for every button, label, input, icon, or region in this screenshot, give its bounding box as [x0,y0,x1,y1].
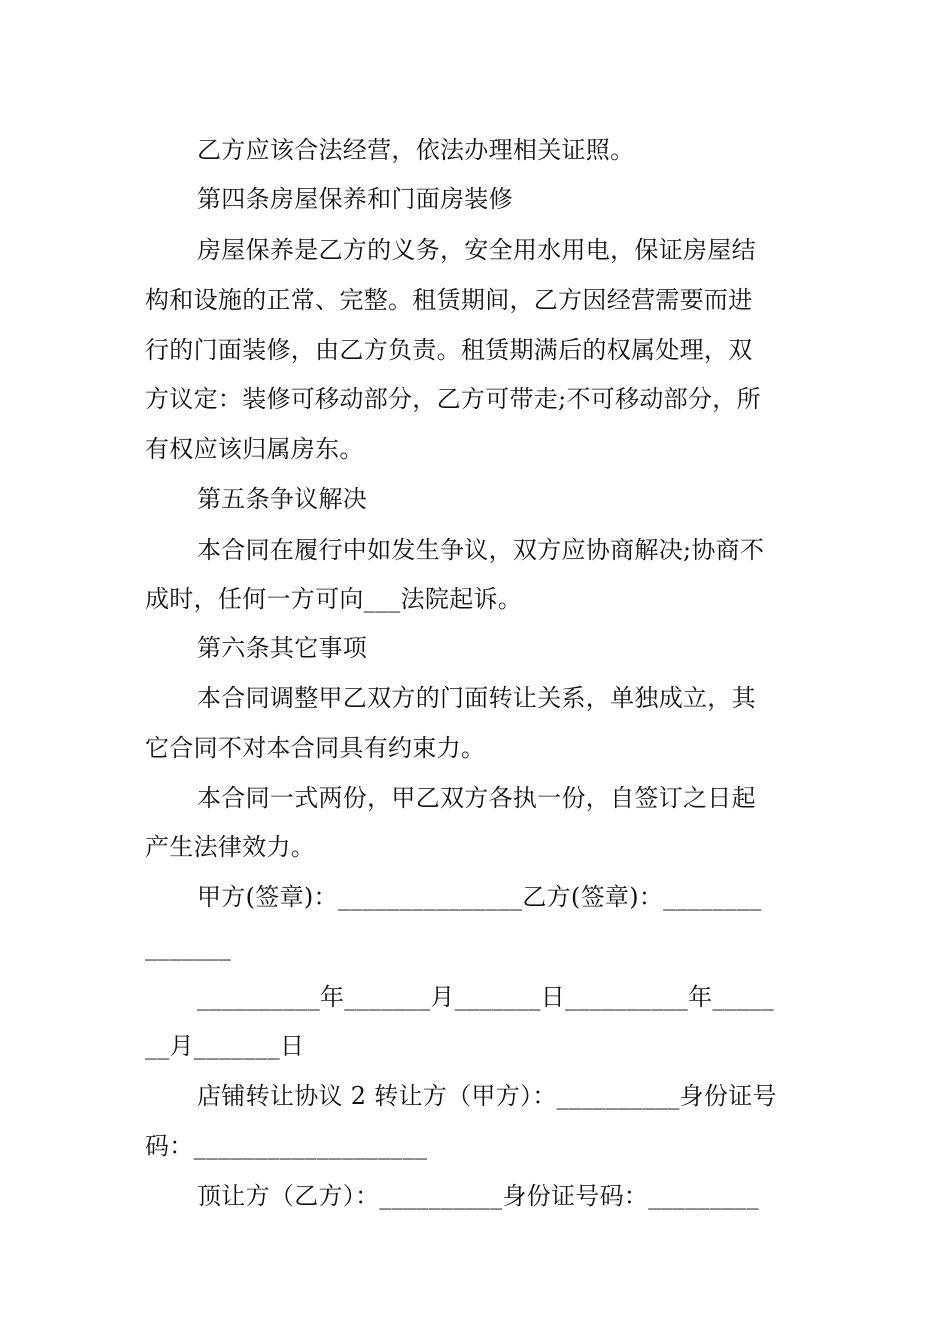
text-line: 顶让方（乙方）：__________身份证号码：_________ [197,1182,759,1210]
text-line: 本合同一式两份，甲乙双方各执一份，自签订之日起 [197,784,756,812]
text-line: 店铺转让协议 2 转让方（甲方）：__________身份证号 [197,1082,777,1110]
section-heading: 第五条争议解决 [197,485,368,513]
date-line: __月_______日 [145,1032,305,1060]
text-line: 构和设施的正常、完整。租赁期间，乙方因经营需要而进 [145,286,753,314]
text-line: 本合同调整甲乙双方的门面转让关系，单独成立，其 [197,684,756,712]
section-heading: 第四条房屋保养和门面房装修 [197,185,513,213]
signature-line: _______ [145,933,232,961]
text-line: 有权应该归属房东。 [145,435,364,463]
text-line: 方议定：装修可移动部分，乙方可带走;不可移动部分，所 [145,385,761,413]
text-line: 本合同在履行中如发生争议，双方应协商解决;协商不 [197,536,765,564]
text-line: 成时，任何一方可向___法院起诉。 [145,585,523,613]
section-heading: 第六条其它事项 [197,634,368,662]
date-line: __________年_______月_______日__________年_____ [197,983,774,1011]
text-line: 乙方应该合法经营，依法办理相关证照。 [197,136,635,164]
text-line: 它合同不对本合同具有约束力。 [145,734,486,762]
signature-line: 甲方(签章)：_______________乙方(签章)：________ [197,883,762,911]
text-line: 码：___________________ [145,1132,428,1160]
text-line: 产生法律效力。 [145,833,316,861]
text-line: 行的门面装修，由乙方负责。租赁期满后的权属处理，双 [145,336,753,364]
text-line: 房屋保养是乙方的义务，安全用水用电，保证房屋结 [197,236,756,264]
